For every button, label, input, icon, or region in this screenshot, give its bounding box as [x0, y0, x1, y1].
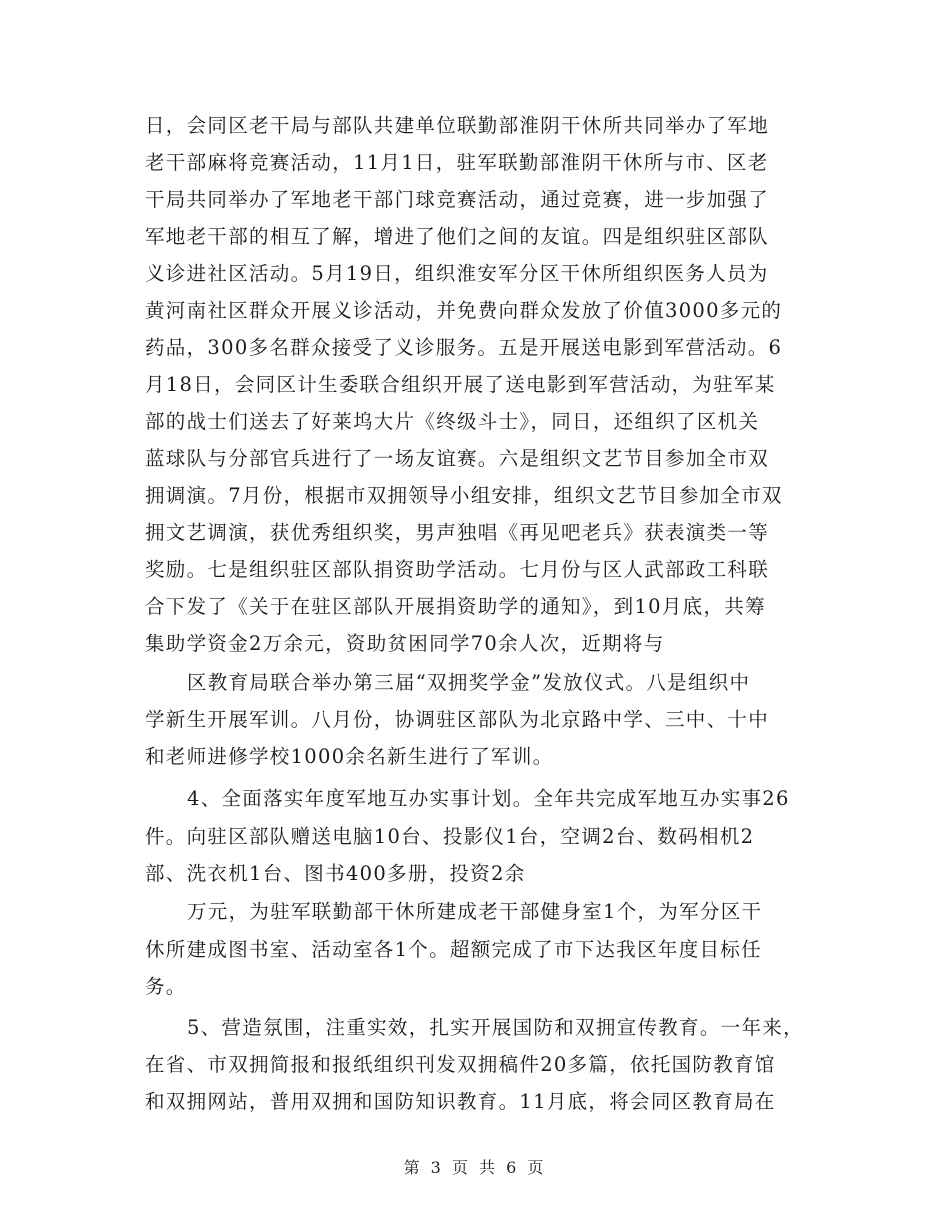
text-line: 5、营造氛围，注重实效，扎实开展国防和双拥宣传教育。一年来， — [187, 1016, 804, 1039]
text-line: 黄河南社区群众开展义诊活动，并免费向群众发放了价值3000多元的 — [145, 299, 783, 322]
text-line: 集助学资金2万余元，资助贫困同学70余人次，近期将与 — [145, 632, 665, 655]
text-line: 万元，为驻军联勤部干休所建成老干部健身室1个，为军分区干 — [187, 900, 763, 923]
text-line: 拥调演。7月份，根据市双拥领导小组安排，组织文艺节目参加全市双 — [145, 484, 783, 507]
text-line: 军地老干部的相互了解，增进了他们之间的友谊。四是组织驻区部队 — [145, 225, 770, 248]
text-line: 部、洗衣机1台、图书400多册，投资2余 — [145, 862, 526, 885]
text-line: 蓝球队与分部官兵进行了一场友谊赛。六是组织文艺节目参加全市双 — [145, 447, 770, 470]
text-line: 合下发了《关于在驻区部队开展捐资助学的通知》，到10月底，共筹 — [145, 595, 766, 618]
text-line: 拥文艺调演，获优秀组织奖，男声独唱《再见吧老兵》获表演类一等 — [145, 521, 770, 544]
text-line: 件。向驻区部队赠送电脑10台、投影仪1台，空调2台、数码相机2 — [145, 825, 755, 848]
text-line: 4、全面落实年度军地互办实事计划。全年共完成军地互办实事26 — [187, 787, 790, 810]
text-line: 区教育局联合举办第三届“双拥奖学金”发放仪式。八是组织中 — [187, 671, 751, 694]
text-line: 药品，300多名群众接受了义诊服务。五是开展送电影到军营活动。6 — [145, 336, 783, 359]
text-line: 和双拥网站，普用双拥和国防知识教育。11月底，将会同区教育局在 — [145, 1090, 776, 1113]
text-line: 和老师进修学校1000余名新生进行了军训。 — [145, 745, 554, 768]
text-line: 干局共同举办了军地老干部门球竞赛活动，通过竞赛，进一步加强了 — [145, 188, 770, 211]
text-line: 学新生开展军训。八月份，协调驻区部队为北京路中学、三中、十中 — [145, 708, 770, 731]
text-line: 奖励。七是组织驻区部队捐资助学活动。七月份与区人武部政工科联 — [145, 558, 770, 581]
text-line: 部的战士们送去了好莱坞大片《终级斗士》，同日，还组织了区机关 — [145, 410, 760, 433]
text-line: 日，会同区老干局与部队共建单位联勤部淮阴干休所共同举办了军地 — [145, 114, 770, 137]
text-line: 月18日，会同区计生委联合组织开展了送电影到军营活动，为驻军某 — [145, 373, 776, 396]
text-line: 休所建成图书室、活动室各1个。超额完成了市下达我区年度目标任 — [145, 938, 762, 961]
text-line: 义诊进社区活动。5月19日，组织淮安军分区干休所组织医务人员为 — [145, 262, 769, 285]
page-footer: 第 3 页 共 6 页 — [403, 1158, 547, 1177]
text-line: 老干部麻将竞赛活动，11月1日，驻军联勤部淮阴干休所与市、区老 — [145, 151, 769, 174]
text-line: 务。 — [145, 975, 187, 998]
text-line: 在省、市双拥简报和报纸组织刊发双拥稿件20多篇，依托国防教育馆 — [145, 1053, 776, 1076]
